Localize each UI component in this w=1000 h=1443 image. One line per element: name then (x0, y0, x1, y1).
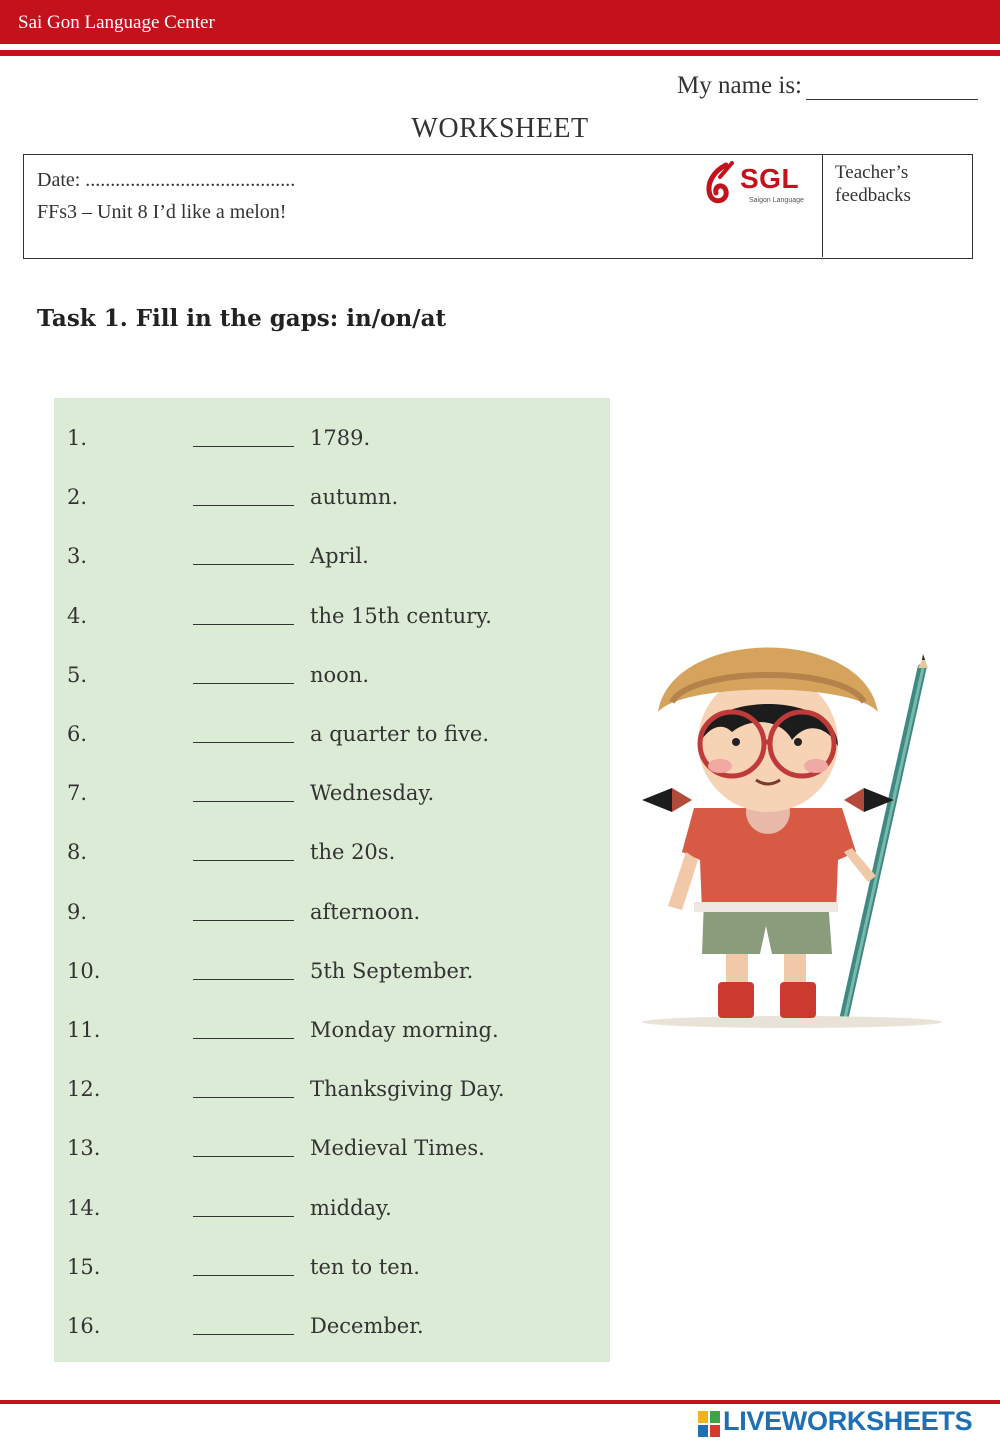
answer-blank[interactable] (193, 860, 294, 861)
task-item (54, 959, 610, 999)
info-box (23, 154, 973, 259)
item-text: ten to ten. (310, 1254, 420, 1279)
task1-title: Task 1. Fill in the gaps: in/on/at (37, 305, 447, 332)
name-label: My name is: (677, 72, 802, 99)
item-number: 4. (67, 603, 88, 628)
task-item (54, 840, 610, 880)
item-number: 11. (67, 1018, 101, 1042)
task-item (54, 722, 610, 762)
sgl-logo-icon (702, 161, 742, 207)
item-number: 12. (67, 1077, 101, 1102)
task-item (54, 1196, 610, 1236)
liveworksheets-logo (697, 1406, 997, 1440)
task-item (54, 900, 610, 940)
banner-divider (0, 50, 1000, 56)
feedback-label: Teacher’s feedbacks (835, 162, 911, 206)
item-number: 9. (67, 899, 88, 924)
item-number: 16. (67, 1314, 101, 1338)
item-text: autumn. (310, 485, 399, 510)
item-text: the 15th century. (310, 603, 492, 628)
feedback-cell (822, 155, 973, 257)
center-name: Sai Gon Language Center (18, 12, 215, 33)
task-item (54, 1077, 610, 1117)
answer-blank[interactable] (193, 624, 294, 625)
answer-blank[interactable] (193, 1216, 294, 1217)
task-item (54, 604, 610, 644)
item-number: 10. (67, 958, 101, 983)
item-text: Wednesday. (310, 781, 435, 806)
task1-panel (54, 398, 610, 1362)
task-item (54, 663, 610, 703)
answer-blank[interactable] (193, 683, 294, 684)
task-item (54, 544, 610, 584)
item-number: 1. (67, 426, 88, 450)
name-field (677, 72, 978, 100)
item-number: 7. (67, 781, 88, 806)
answer-blank[interactable] (193, 1097, 294, 1098)
item-text: noon. (310, 662, 370, 687)
answer-blank[interactable] (193, 920, 294, 921)
task-item (54, 426, 610, 466)
answer-blank[interactable] (193, 446, 294, 447)
item-number: 15. (67, 1254, 101, 1279)
top-banner (0, 0, 1000, 44)
answer-blank[interactable] (193, 505, 294, 506)
name-blank[interactable] (806, 77, 978, 100)
logo-subtext: Saigon Language (749, 197, 804, 204)
liveworksheets-text: LIVEWORKSHEETS (723, 1406, 973, 1436)
task-item (54, 485, 610, 525)
answer-blank[interactable] (193, 742, 294, 743)
item-text: 5th September. (310, 958, 474, 983)
answer-blank[interactable] (193, 1156, 294, 1157)
answer-blank[interactable] (193, 1038, 294, 1039)
item-text: December. (310, 1314, 424, 1338)
sgl-logo (702, 161, 812, 209)
item-text: midday. (310, 1195, 392, 1220)
answer-blank[interactable] (193, 1275, 294, 1276)
date-field: Date: .......................................... (37, 169, 296, 191)
answer-blank[interactable] (193, 801, 294, 802)
task-item (54, 1136, 610, 1176)
answer-blank[interactable] (193, 979, 294, 980)
girl-with-pencil-illustration (632, 620, 962, 1040)
worksheet-title: WORKSHEET (411, 113, 589, 144)
task-item (54, 1314, 610, 1354)
item-text: April. (310, 544, 369, 569)
task-item (54, 1255, 610, 1295)
item-text: Medieval Times. (310, 1136, 485, 1161)
liveworksheets-icon (697, 1410, 721, 1438)
item-text: Thanksgiving Day. (310, 1077, 505, 1102)
footer-divider (0, 1400, 1000, 1404)
item-number: 13. (67, 1136, 101, 1161)
item-number: 5. (67, 662, 88, 687)
logo-text: SGL (740, 163, 800, 194)
item-number: 2. (67, 485, 88, 510)
item-text: the 20s. (310, 840, 396, 865)
item-number: 6. (67, 722, 88, 746)
item-number: 8. (67, 840, 88, 865)
answer-blank[interactable] (193, 564, 294, 565)
item-text: 1789. (310, 426, 371, 450)
pencil-icon (844, 654, 928, 1018)
item-number: 3. (67, 544, 88, 569)
item-text: a quarter to five. (310, 722, 490, 746)
answer-blank[interactable] (193, 1334, 294, 1335)
task-item (54, 1018, 610, 1058)
task-item (54, 781, 610, 821)
unit-title: FFs3 – Unit 8 I’d like a melon! (37, 201, 287, 223)
item-text: afternoon. (310, 899, 421, 924)
item-number: 14. (67, 1195, 101, 1220)
item-text: Monday morning. (310, 1018, 499, 1042)
